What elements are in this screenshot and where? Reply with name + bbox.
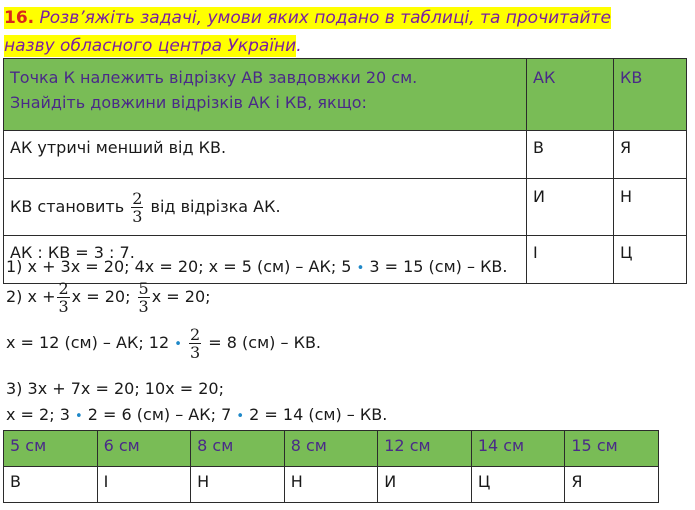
- answers-table: [3, 430, 659, 503]
- multiply-dot: •: [356, 261, 365, 276]
- solution-line-2: [6, 280, 211, 315]
- answer-value: 6 см: [97, 431, 191, 467]
- ak-letter: І: [527, 236, 614, 284]
- fraction: [138, 280, 150, 315]
- condition-end: від відрізка АК.: [150, 196, 281, 216]
- header-text-cell: [4, 59, 527, 131]
- header-line-2: Знайдіть довжини відрізків АК і КВ, якщо:: [10, 93, 367, 112]
- answer-letter: Н: [191, 467, 285, 503]
- condition-row-1: [4, 131, 687, 179]
- kb-letter: Ц: [614, 236, 687, 284]
- fraction-denominator: 3: [138, 297, 149, 316]
- answer-letter: Н: [284, 467, 378, 503]
- solution-line-3: [6, 326, 321, 361]
- task-number: 16.: [4, 8, 35, 28]
- solution-text: x = 20;: [151, 287, 211, 306]
- fraction-denominator: 3: [58, 297, 69, 316]
- condition-row-2: [4, 179, 687, 236]
- answer-letter: І: [97, 467, 191, 503]
- answer-value: 8 см: [191, 431, 285, 467]
- task-statement: [4, 4, 668, 60]
- task-text-end: .: [296, 36, 302, 56]
- header-line-1: Точка К належить відрізку АВ завдовжки 20 см.: [10, 68, 418, 87]
- solution-line-1: [6, 257, 508, 276]
- solution-text: x = 2; 3: [6, 405, 70, 424]
- multiply-dot: •: [236, 409, 245, 424]
- condition-start: КВ становить: [10, 196, 125, 216]
- fraction: [131, 190, 143, 225]
- answer-letter: В: [4, 467, 98, 503]
- answer-letters-row: [4, 467, 659, 503]
- solution-text: 2) x +: [6, 287, 56, 306]
- fraction-numerator: 2: [58, 279, 69, 298]
- kb-letter: Я: [614, 131, 687, 179]
- task-line-1: [4, 7, 611, 29]
- fraction-numerator: 5: [138, 279, 149, 298]
- conditions-header-row: [4, 59, 687, 131]
- fraction-numerator: 2: [132, 188, 143, 208]
- solution-text: 1) x + 3x = 20; 4x = 20; x = 5 (см) – АК; 5: [6, 257, 352, 276]
- condition-text: АК : КВ = 3 : 7.: [4, 236, 527, 284]
- solution-text: = 8 (см) – КВ.: [208, 333, 321, 352]
- multiply-dot: •: [174, 337, 182, 352]
- answer-value: 8 см: [284, 431, 378, 467]
- fraction: [57, 280, 69, 315]
- answer-value: 14 см: [471, 431, 565, 467]
- solution-text: x = 20;: [71, 287, 131, 306]
- multiply-dot: •: [74, 409, 83, 424]
- ak-letter: И: [527, 179, 614, 236]
- answer-letter: Ц: [471, 467, 565, 503]
- fraction: [189, 326, 201, 361]
- solution-text: 3 = 15 (см) – КВ.: [369, 257, 508, 276]
- ak-letter: В: [527, 131, 614, 179]
- task-line-2: [4, 35, 296, 57]
- conditions-table: [3, 58, 687, 284]
- fraction-denominator: 3: [132, 206, 143, 226]
- solution-line-5: [6, 405, 387, 424]
- header-kb: КВ: [614, 59, 687, 131]
- solution-line-4: [6, 379, 224, 398]
- answer-values-row: [4, 431, 659, 467]
- condition-text: АК утричі менший від КВ.: [4, 131, 527, 179]
- fraction-numerator: 2: [190, 325, 201, 344]
- solution-text: x = 12 (см) – АК; 12: [6, 333, 170, 352]
- kb-letter: Н: [614, 179, 687, 236]
- answer-value: 12 см: [378, 431, 472, 467]
- header-ak: АК: [527, 59, 614, 131]
- task-text-1: Розв’яжіть задачі, умови яких подано в таблиці, та прочитайте: [39, 8, 611, 28]
- answer-value: 15 см: [565, 431, 659, 467]
- answer-value: 5 см: [4, 431, 98, 467]
- answer-letter: И: [378, 467, 472, 503]
- fraction-denominator: 3: [190, 343, 201, 362]
- solution-text: 2 = 6 (см) – АК; 7: [87, 405, 232, 424]
- answer-letter: Я: [565, 467, 659, 503]
- solution-text: 2 = 14 (см) – КВ.: [249, 405, 388, 424]
- task-text-2: назву обласного центра України: [4, 36, 297, 56]
- solution-text: 3) 3x + 7x = 20; 10x = 20;: [6, 379, 224, 398]
- condition-text: [4, 179, 527, 236]
